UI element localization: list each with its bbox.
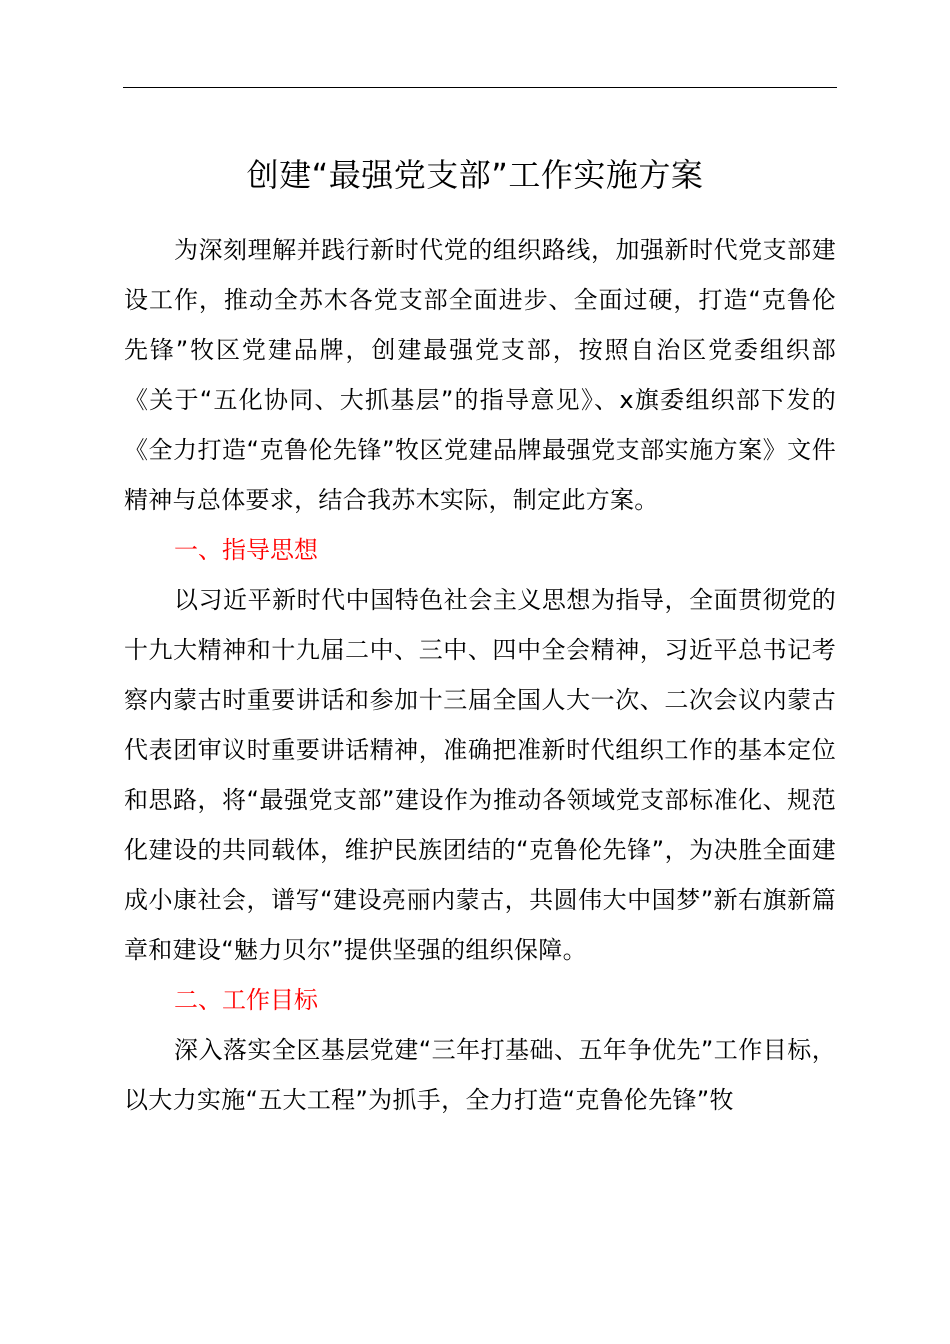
header-rule	[123, 87, 837, 88]
document-body	[124, 225, 836, 1125]
section-paragraph-guiding-ideology: 以习近平新时代中国特色社会主义思想为指导，全面贯彻党的十九大精神和十九届二中、三中、四中全会精神，习近平总书记考察内蒙古时重要讲话和参加十三届全国人大一次、二次会议内蒙古代表团审议时重要讲话精神，准确把准新时代组织工作的基本定位和思路，将“最强党支部”建设作为推动各领域党支部标准化、规范化建设的共同载体，维护民族团结的“克鲁伦先锋”，为决胜全面建成小康社会，谱写“建设亮丽内蒙古，共圆伟大中国梦”新右旗新篇章和建设“魅力贝尔”提供坚强的组织保障。	[124, 586, 836, 964]
section-paragraph-work-goals: 深入落实全区基层党建“三年打基础、五年争优先”工作目标，以大力实施“五大工程”为抓手，全力打造“克鲁伦先锋”牧	[124, 1036, 836, 1114]
document-title: 创建“最强党支部”工作实施方案	[246, 156, 704, 194]
section-heading-guiding-ideology: 一、指导思想	[174, 536, 318, 564]
section-heading-work-goals: 二、工作目标	[174, 986, 318, 1014]
intro-paragraph: 为深刻理解并践行新时代党的组织路线，加强新时代党支部建设工作，推动全苏木各党支部全面进步、全面过硬，打造“克鲁伦先锋”牧区党建品牌，创建最强党支部，按照自治区党委组织部《关于“五化协同、大抓基层”的指导意见》、x旗委组织部下发的《全力打造“克鲁伦先锋”牧区党建品牌最强党支部实施方案》文件精神与总体要求，结合我苏木实际，制定此方案。	[124, 236, 836, 514]
